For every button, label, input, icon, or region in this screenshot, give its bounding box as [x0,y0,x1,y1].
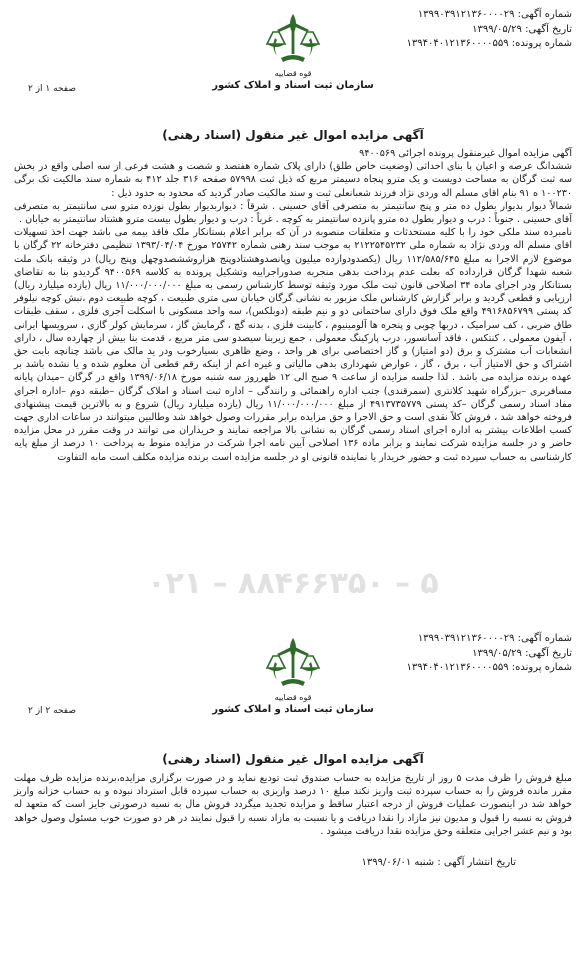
org-name: سازمان ثبت اسناد و املاک کشور [212,80,374,91]
publish-date: تاریخ انتشار آگهی : شنبه ۱۳۹۹/۰۶/۰۱ [361,857,516,868]
page-number: صفحه ۲ از ۲ [28,706,76,716]
paragraph: مبلغ فروش را ظرف مدت ۵ روز از تاریخ مزایده به حساب صندوق ثبت تودیع نماید و در صورت برگزاری مزایده،برنده مزایده ظرف مهلت مقرر مانده فروش را به حساب سپرده ثبت واریز نکند مبلغ ۱۰ درصد واریزی به حساب سپرده قابل استرداد نبوده و به حساب خزانه واریز خواهد شد در اینصورت عملیات فروش از درجه اعتبار ساقط و مزایده تجدید میگردد فروش مال به نسبه درصورتی جایز است که متعهد له فروش به نسبه را قبول و مدیون نیز مازاد را نقدا دریافت و یا نسبت به مازاد نسبه را قبول نمایند در هر دو صورت خوب مسئول وصول خواهد بود و نیم عشر اجرایی متعلقه وحق مزایده نقدا دریافت میشود . [14,773,572,837]
ad-number: شماره آگهی: ۱۳۹۹۰۳۹۱۲۱۳۶۰۰۰۰۲۹ [417,9,572,20]
notice-2-logo [212,632,374,724]
paragraph: نامبرده سند ملکی خود را با کلیه مستحدثات و متعلقات منصوبه در آن که برابر اعلام بستانکار ملک فاقد بیمه می باشد جهت اخذ تسهیلات اقای مسلم اله وردی نژاد به شماره ملی ۲۱۲۲۵۴۵۲۳۲ به موجب سند رهنی شماره ۲۵۷۴۲ مورخ ۱۳۹۳/۰۴/۰۴ تنظیمی دفترخانه ۲۲ گرگان با موضوع لازم الاجرا به مبلغ ۱۱۲/۵۸۵/۶۴۵ ریال (یکصدودوازده میلیون وپانصدوهشتادوپنج هزاروششصدوچهل وپنج ریال) در وثیقه بانک ملت شعبه شهدا گرگان قرارداده که بعلت عدم پرداخت بدهی منجربه صدوراجراییه وتشکیل پرونده به کلاسه ۹۴۰۰۵۶۹ گردیدو بنا به تقاضای بستانکار ودر اجرای ماده ۳۴ اصلاحی قانون ثبت ملک مورد وثیقه توسط کارشناس رسمی به مبلغ ۱۱/۰۰۰/۰۰۰/۰۰۰ ریال (یازده میلیارد ریال) ارزیابی و قطعی گردید و برابر گزارش کارشناس ملک مزبور به نشانی گرگان خیابان سی متری طبیعت ، کوچه طبیعت دوم ،نبش کوچه نیلوفر کد پستی ۴۹۱۶۸۵۶۷۹۹ واقع ملک فوق دارای ساختمانی دو و نیم طبقه (دوبلکس)، سه واحد مسکونی با اسکلت آجری فلزی ، سقف طبقات طاق ضربی ، کف سرامیک ، دربها چوبی و پنجره ها آلومینیوم ، کابینت فلزی ، بدنه گچ ، گرمایش گاز ، سرمایش کولر گازی ، سرویسها ایرانی ، آیفون معمولی ، کنتکس ، فاقد آسانسور، درب پارکینگ معمولی ، جمع زیربنا سیصدو سی متر مربع ، قدمت بنا بیش از چهارده سال ، دارای انشعابات آب مشترک و برق (دو امتیاز) و گاز اختصاصی برای هر واحد ، وضع ظاهری بسیارخوب ودر ید مالک می باشد چنانچه بابت حق اشتراک و حق الامتیاز آب ، برق ، گاز ، عوارض شهرداری بدهی مالیاتی و غیره اعم از اینکه رقم قطعی آن معلوم شده و یا نشده باشد بر عهده برنده مزایده می باشد . لذا جلسه مزایده از ساعت ۹ صبح الی ۱۲ ظهرروز سه شنبه مورخ ۱۳۹۹/۰۶/۱۸ واقع در گرگان –میدان پایانه مسافربری –بزرگراه شهید کلانتری (سمرقندی) جنب اداره راهنمائی و رانندگی – اداره ثبت اسناد و املاک گرگان –طبقه دوم –اداره اجرای مفاد اسناد رسمی گرگان –کد پستی ۴۹۱۳۷۳۵۷۷۹ از مبلغ ۱۱/۰۰۰/۰۰۰/۰۰۰ ریال (یازده میلیارد ریال) شروع و به بالاترین قیمت پیشنهادی فروخته خواهد شد ، فروش کلاً نقدی است و حق الاجرا و حق مزایده برابر مقررات وصول خواهد شد وطالبین میتوانند در ساعات اداری جهت کسب اطلاعات بیشتر به اداره اجرای اسناد رسمی گرگان به نشانی بالا مراجعه نمایند و خریداران می توانند در وقت مقرر در محل مزایده حاضر و در جلسه مزایده شرکت نمایند و برابر ماده ۱۳۶ اصلاحی آیین نامه اجرا شرکت در مزایده منوط به پرداخت ۱۰ درصد از مبلغ پایه کارشناسی به حساب سپرده ثبت و حضور خریدار یا نماینده قانونی او در جلسه مزایده است برنده مزایده مکلف است مابه التفاوت [14,227,573,463]
paragraph: ششدانگ عرصه و اعیان با بنای احداثی (وضعیت خاص طلق) دارای پلاک شماره هفتصد و شصت و هشت فرعی از سه اصلی واقع در بخش سه ثبت گرگان به مساحت دویست و یک مترو پنجاه دسیمتر مربع که ذیل ثبت ۵۷۹۹۸ صفحه ۳۱۶ جلد ۴۱۲ به شماره سند مالکیت تک برگی ۱۰۰۲۳۰ ه ۹۱ بنام اقای مسلم اله وردی نژاد فرزند شعبانعلی ثبت و سند مالکیت صادر گردید که محدود به حدود ذیل : [14,161,573,199]
ad-date: تاریخ آگهی: ۱۳۹۹/۰۵/۲۹ [472,647,572,659]
notice-2-meta [322,632,572,676]
notice-title: آگهی مزایده اموال غیر منقول (اسناد رهنی) [162,128,424,142]
emblem-icon [263,632,323,692]
emblem-icon [263,8,323,68]
judiciary-label: قوه قضاییه [274,69,312,78]
notice-title: آگهی مزایده اموال غیر منقول (اسناد رهنی) [162,752,424,766]
judiciary-label: قوه قضاییه [274,693,312,702]
case-number: شماره پرونده: ۱۳۹۴۰۴۰۱۲۱۳۶۰۰۰۰۵۵۹ [406,38,572,49]
ad-number: شماره آگهی: ۱۳۹۹۰۳۹۱۲۱۳۶۰۰۰۰۲۹ [417,633,572,644]
notice-1-logo [212,8,374,100]
ad-date: تاریخ آگهی: ۱۳۹۹/۰۵/۲۹ [472,23,572,35]
case-number: شماره پرونده: ۱۳۹۴۰۴۰۱۲۱۳۶۰۰۰۰۵۵۹ [406,662,572,673]
paragraph: شمالاً دیوار بدیوار بطول ده متر و پنج سانتیمتر به متصرفی آقای حسینی . شرقاً : دیواربدیوار بطول نوزده مترو سی سانتیمتر به متصرفی آقای حسینی . جنوباً : درب و دیوار بطول ده مترو پانزده سانتیمتر به کوچه . غرباً : درب و دیوار بطول بیست مترو هشتاد سانتیمتر به خیابان . [14,200,572,226]
paragraph: آگهی مزایده اموال غیرمنقول پرونده اجرائی ۹۴۰۰۵۶۹ [359,148,572,159]
notice-1-body [14,147,572,464]
notice-1-meta [322,8,572,52]
org-name: سازمان ثبت اسناد و املاک کشور [212,704,374,715]
page-number: صفحه ۱ از ۲ [28,84,76,94]
notice-2-body [14,772,572,838]
phone-watermark: ۰۲۱ – ۸۸۴۶۶۳۵۰ – ۵ [147,566,439,601]
